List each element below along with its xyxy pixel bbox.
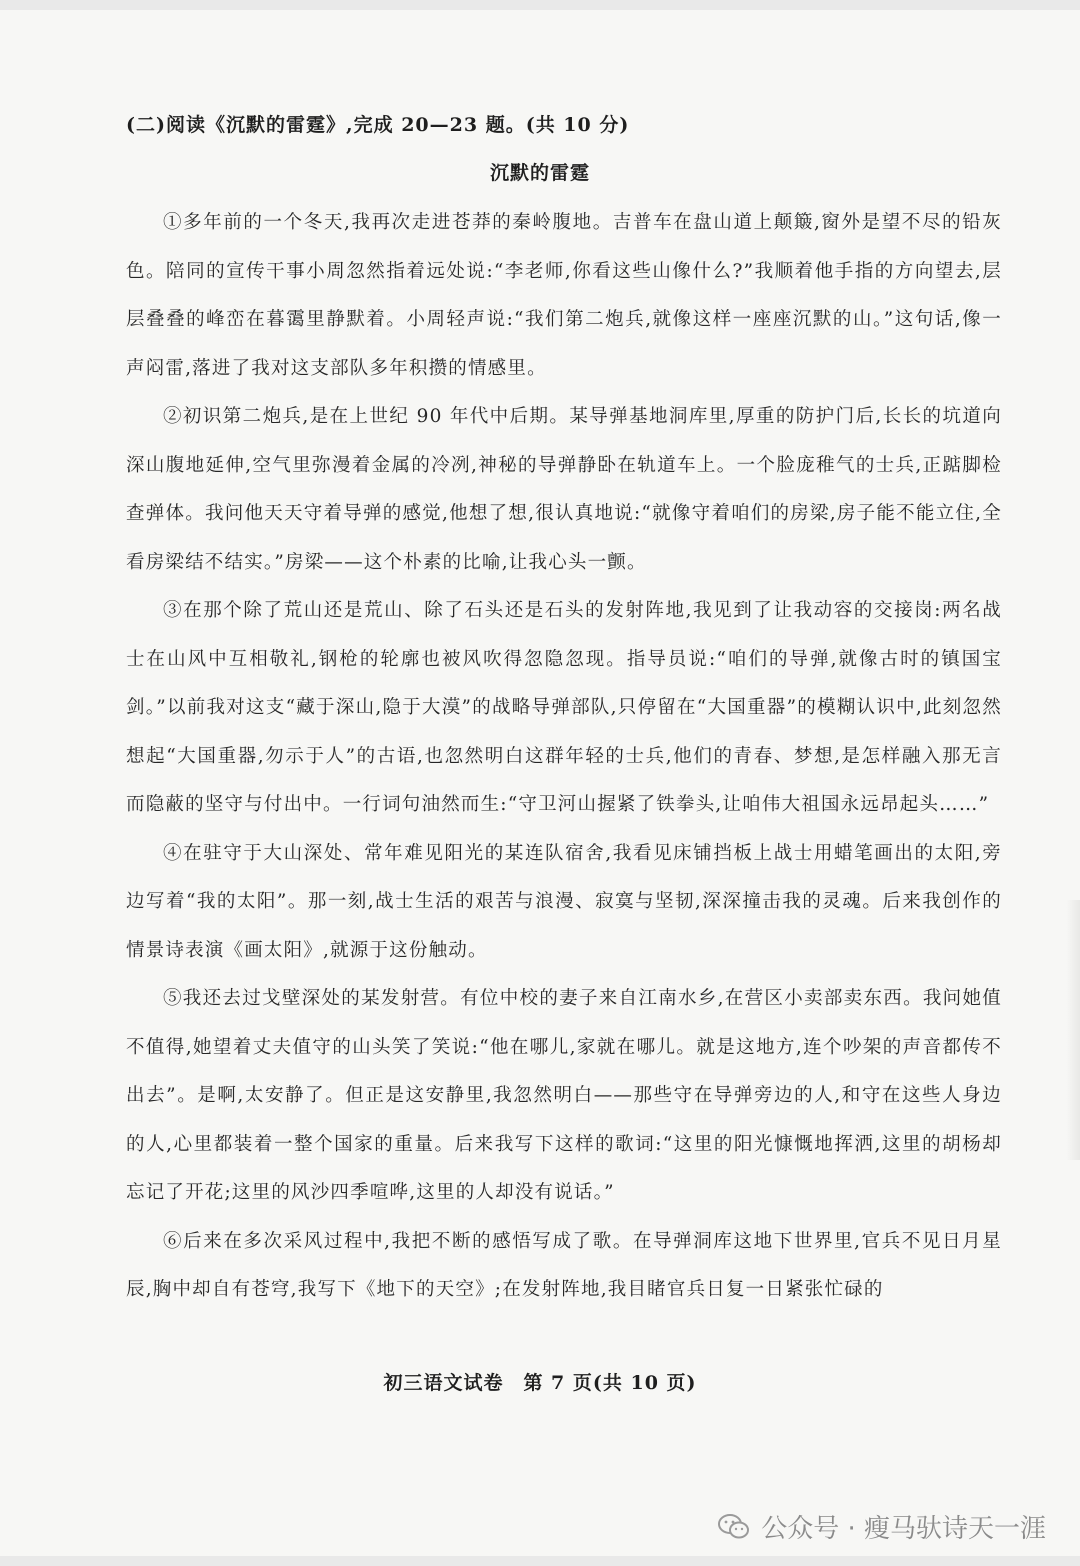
article-title: 沉默的雷霆 <box>489 162 590 184</box>
paragraph-3: ③在那个除了荒山还是荒山、除了石头还是石头的发射阵地,我见到了让我动容的交接岗:两名战士在山风中互相敬礼,钢枪的轮廓也被风吹得忽隐忽现。指导员说:“咱们的导弹,就像古时的镇国宝剑。”以前我对这支“藏于深山,隐于大漠”的战略导弹部队,只停留在“大国重器”的模糊认识中,此刻忽然想起“大国重器,勿示于人”的古语,也忽然明白这群年轻的士兵,他们的青春、梦想,是怎样融入那无言而隐蔽的坚守与付出中。一行词句油然而生:“守卫河山握紧了铁拳头,让咱伟大祖国永远昂起头……” <box>126 600 1002 815</box>
paragraph-6: ⑥后来在多次采风过程中,我把不断的感悟写成了歌。在导弹洞库这地下世界里,官兵不见日月星辰,胸中却自有苍穹,我写下《地下的天空》;在发射阵地,我目睹官兵日复一日紧张忙碌的 <box>126 1230 1002 1300</box>
paragraph-1: ①多年前的一个冬天,我再次走进苍莽的秦岭腹地。吉普车在盘山道上颠簸,窗外是望不尽的铅灰色。陪同的宣传干事小周忽然指着远处说:“李老师,你看这些山像什么?”我顺着他手指的方向望去,层层叠叠的峰峦在暮霭里静默着。小周轻声说:“我们第二炮兵,就像这样一座座沉默的山。”这句话,像一声闷雷,落进了我对这支部队多年积攒的情感里。 <box>126 212 1002 379</box>
paragraph-2: ②初识第二炮兵,是在上世纪 90 年代中后期。某导弹基地洞库里,厚重的防护门后,长长的坑道向深山腹地延伸,空气里弥漫着金属的冷冽,神秘的导弹静卧在轨道车上。一个脸庞稚气的士兵,正踮脚检查弹体。我问他天天守着导弹的感觉,他想了想,很认真地说:“就像守着咱们的房梁,房子能不能立住,全看房梁结不结实。”房梁——这个朴素的比喻,让我心头一颤。 <box>126 406 1002 573</box>
page-footer: 初三语文试卷 第 7 页(共 10 页) <box>383 1372 697 1394</box>
wechat-icon <box>717 1512 751 1542</box>
scan-shadow <box>1066 900 1080 1160</box>
watermark <box>717 1508 1046 1545</box>
article-body <box>126 199 1002 1315</box>
paragraph-4: ④在驻守于大山深处、常年难见阳光的某连队宿舍,我看见床铺挡板上战士用蜡笔画出的太阳,旁边写着“我的太阳”。那一刻,战士生活的艰苦与浪漫、寂寞与坚韧,深深撞击我的灵魂。后来我创作的情景诗表演《画太阳》,就源于这份触动。 <box>126 842 1002 961</box>
paragraph-5: ⑤我还去过戈壁深处的某发射营。有位中校的妻子来自江南水乡,在营区小卖部卖东西。我问她值不值得,她望着丈夫值守的山头笑了笑说:“他在哪儿,家就在哪儿。就是这地方,连个吵架的声音都传不出去”。是啊,太安静了。但正是这安静里,我忽然明白——那些守在导弹旁边的人,和守在这些人身边的人,心里都装着一整个国家的重量。后来我写下这样的歌词:“这里的阳光慷慨地挥洒,这里的胡杨却忘记了开花;这里的风沙四季喧哗,这里的人却没有说话。” <box>126 988 1002 1203</box>
watermark-text: 公众号 · 瘦马驮诗天一涯 <box>761 1514 1046 1544</box>
section-heading: (二)阅读《沉默的雷霆》,完成 20—23 题。(共 10 分) <box>126 114 630 136</box>
